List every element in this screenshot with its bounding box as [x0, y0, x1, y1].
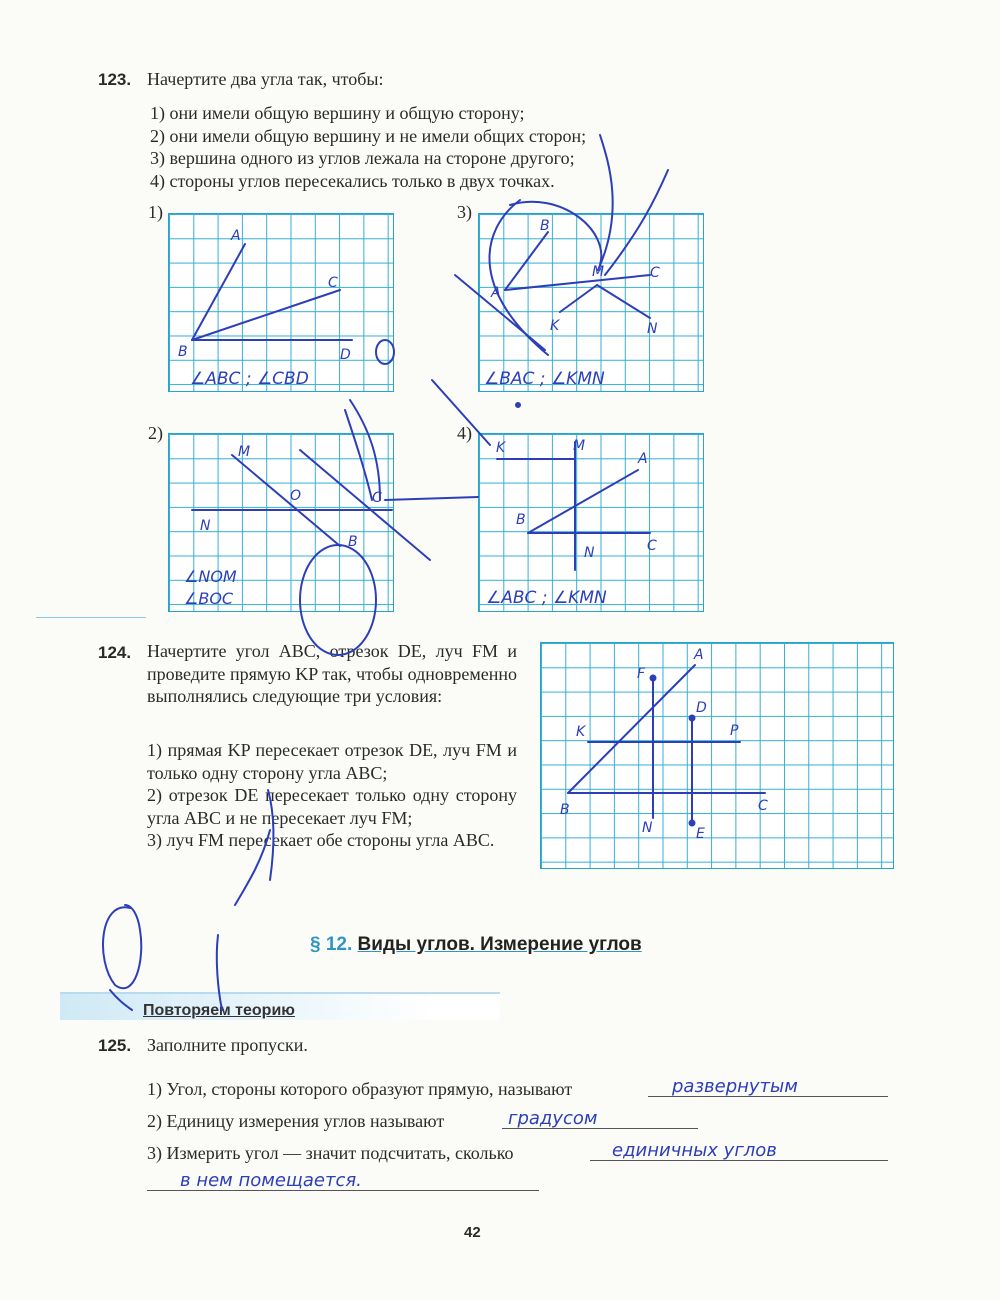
grid-label-1: 1) [148, 202, 163, 222]
label-c3: C [650, 265, 660, 281]
label-m2: M [238, 444, 251, 460]
task-123-number: 123. [98, 70, 132, 89]
point-e [690, 821, 695, 826]
task-125-item-3: 3) Измерить угол — значит подсчитать, сколько [147, 1143, 514, 1163]
stray-scribbles [103, 790, 274, 1010]
grid-label-2: 2) [148, 423, 163, 443]
stray-stroke [110, 990, 132, 1010]
answer-125-1: развернутым [672, 1076, 798, 1097]
answer-125-2: градусом [508, 1108, 598, 1129]
stray-loop [300, 545, 376, 655]
ink-dot [516, 403, 520, 407]
label-c: C [328, 275, 338, 291]
section-title: Виды углов. Измерение углов [357, 934, 642, 955]
task-123-item: 2) они имели общую вершину и не имели общих сторон; [150, 125, 587, 146]
task-123-item: 3) вершина одного из углов лежала на стороне другого; [150, 148, 575, 168]
task-125-prompt: Заполните пропуски. [147, 1035, 308, 1055]
answers-125 [180, 1076, 798, 1191]
label-c124: C [758, 798, 768, 814]
task-125-item-1: 1) Угол, стороны которого образуют прямую, называют [147, 1079, 573, 1099]
line-mb [232, 455, 340, 546]
grid-label-4: 4) [457, 423, 472, 443]
label-m3: M [592, 264, 605, 280]
caption-g3: ∠BAC ; ∠KMN [484, 369, 605, 389]
stray-stroke [510, 202, 601, 265]
stray-stroke [235, 830, 270, 905]
drawing-123-4 [486, 438, 657, 608]
task-123-prompt: Начертите два угла так, чтобы: [147, 69, 384, 89]
drawing-123-3 [455, 135, 668, 407]
label-a: A [231, 228, 241, 244]
section-sign: § 12. [310, 934, 353, 955]
ray-mk [560, 285, 597, 312]
theory-label: Повторяем теорию [143, 1002, 295, 1019]
task-124-item: 3) луч FM пересекает обе стороны угла ABC. [147, 830, 495, 850]
task-124-number: 124. [98, 643, 132, 662]
label-d124: D [696, 700, 707, 716]
label-a3: A [491, 285, 501, 301]
drawing-123-1 [178, 228, 394, 389]
label-k124: K [576, 724, 586, 740]
task-124-item: 1) прямая KP пересекает отрезок DE, луч FM и только одну сторону угла ABC; [147, 740, 517, 783]
label-b2: B [348, 534, 358, 550]
point-f [651, 676, 656, 681]
label-f124: F [637, 666, 646, 682]
label-n3: N [647, 321, 658, 337]
drawing-123-2 [184, 380, 490, 655]
label-b3: B [540, 218, 550, 234]
caption-g2-line2: ∠BOC [184, 589, 234, 608]
label-k4: K [496, 440, 506, 456]
label-c2: C [372, 490, 382, 506]
label-n124: N [642, 820, 653, 836]
stray-stroke [300, 450, 430, 560]
ray-ba124 [568, 665, 695, 793]
label-m4: M [573, 438, 586, 454]
task-125-item-2: 2) Единицу измерения углов называют [147, 1111, 445, 1131]
label-a124: A [694, 647, 704, 663]
grid-label-3: 3) [457, 202, 472, 222]
stray-stroke [350, 400, 380, 500]
label-n4: N [584, 545, 595, 561]
stray-stroke [605, 170, 668, 275]
page-number: 42 [464, 1224, 481, 1241]
task-124-prompt: Начертите угол ABC, отрезок DE, луч FM и проведите прямую KP так, чтобы одновременно выполнялись следующие три условия: [147, 641, 517, 706]
label-k3: K [550, 318, 560, 334]
ray-ab [505, 232, 548, 290]
stray-stroke [345, 410, 372, 500]
label-d: D [340, 347, 351, 363]
caption-g4: ∠ABC ; ∠KMN [486, 588, 607, 608]
answer-125-3b: в нем помещается. [180, 1170, 362, 1191]
ray-bc [192, 290, 340, 340]
label-c4: C [647, 538, 657, 554]
label-a4: A [638, 451, 648, 467]
task-123-item: 4) стороны углов пересекались только в двух точках. [150, 170, 555, 191]
ray-ba4 [528, 470, 638, 533]
answer-125-3: единичных углов [612, 1140, 777, 1161]
label-e124: E [696, 826, 705, 842]
task-123-item: 1) они имели общую вершину и общую сторону; [150, 103, 525, 123]
stray-stroke [432, 380, 490, 445]
stray-stroke [385, 497, 478, 500]
caption-g1: ∠ABC ; ∠CBD [190, 369, 309, 389]
stray-stroke [217, 935, 222, 1010]
drawing-124 [560, 647, 768, 842]
label-b: B [178, 344, 188, 360]
stray-loop [103, 905, 141, 988]
ray-ac [505, 275, 650, 290]
label-b4: B [516, 512, 526, 528]
label-o2: O [290, 488, 302, 504]
task-125-number: 125. [98, 1036, 132, 1055]
ray-mn [597, 285, 650, 318]
label-p124: P [730, 723, 739, 739]
task-124-item: 2) отрезок DE пересекает только одну сторону угла ABC и не пересекает луч FM; [147, 785, 517, 828]
label-n2: N [200, 518, 211, 534]
label-b124: B [560, 802, 570, 818]
caption-g2-line1: ∠NOM [184, 567, 237, 586]
point-d [690, 716, 695, 721]
stray-mark-circle [376, 340, 394, 364]
